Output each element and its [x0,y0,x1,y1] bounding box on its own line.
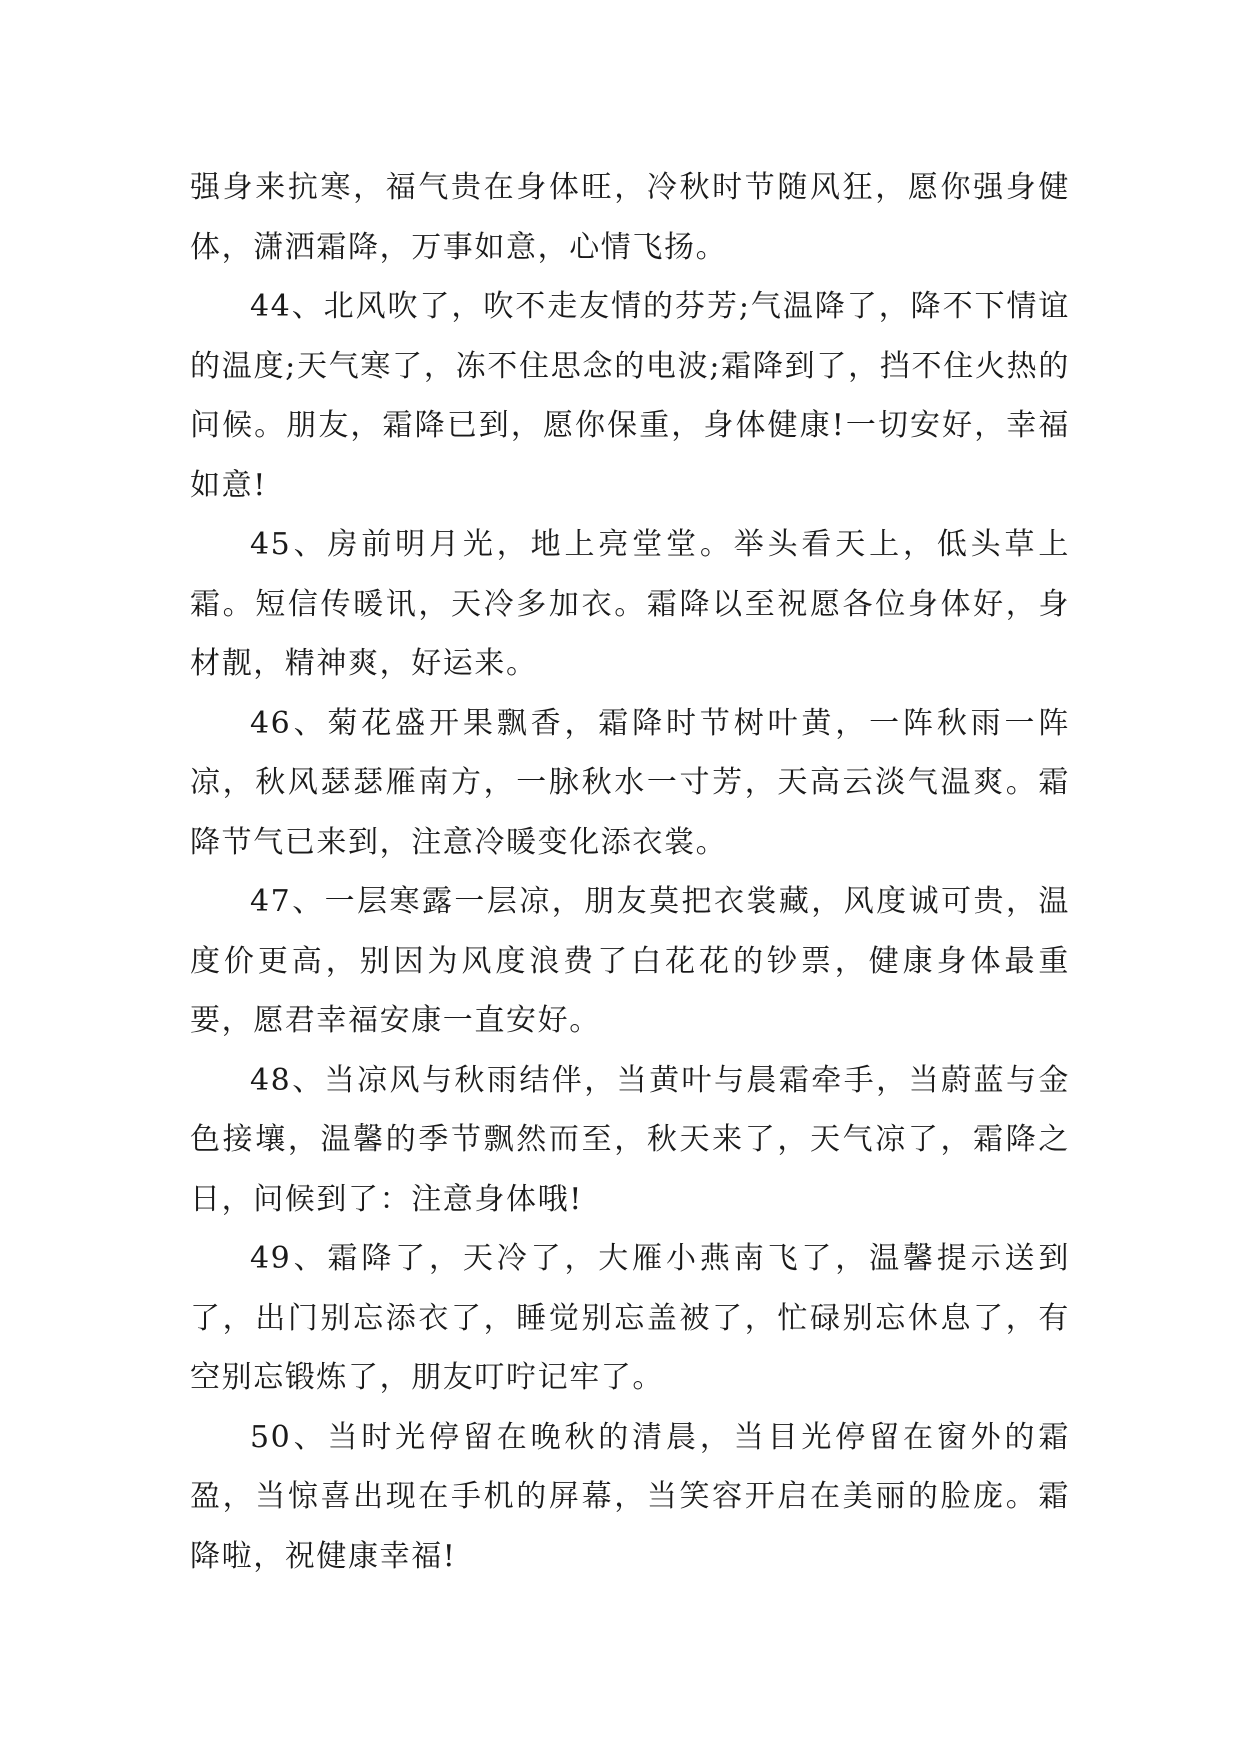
paragraph-49: 49、霜降了，天冷了，大雁小燕南飞了，温馨提示送到了，出门别忘添衣了，睡觉别忘盖被了，忙碌别忘休息了，有空别忘锻炼了，朋友叮咛记牢了。 [190,1241,1070,1395]
paragraph-continuation: 强身来抗寒，福气贵在身体旺，冷秋时节随风狂，愿你强身健体，潇洒霜降，万事如意，心情飞扬。 [190,170,1070,265]
paragraph-47: 47、一层寒露一层凉，朋友莫把衣裳藏，风度诚可贵，温度价更高，别因为风度浪费了白花花的钞票，健康身体最重要，愿君幸福安康一直安好。 [190,884,1070,1038]
document-body [190,158,1070,1586]
paragraph-46: 46、菊花盛开果飘香，霜降时节树叶黄，一阵秋雨一阵凉，秋风瑟瑟雁南方，一脉秋水一寸芳，天高云淡气温爽。霜降节气已来到，注意冷暖变化添衣裳。 [190,705,1070,860]
paragraph-44: 44、北风吹了，吹不走友情的芬芳;气温降了，降不下情谊的温度;天气寒了，冻不住思念的电波;霜降到了，挡不住火热的问候。朋友，霜降已到，愿你保重，身体健康!一切安好，幸福如意! [190,289,1070,503]
paragraph-45: 45、房前明月光，地上亮堂堂。举头看天上，低头草上霜。短信传暖讯，天冷多加衣。霜降以至祝愿各位身体好，身材靓，精神爽，好运来。 [190,527,1070,681]
paragraph-50: 50、当时光停留在晚秋的清晨，当目光停留在窗外的霜盈，当惊喜出现在手机的屏幕，当笑容开启在美丽的脸庞。霜降啦，祝健康幸福! [190,1419,1070,1574]
paragraph-48: 48、当凉风与秋雨结伴，当黄叶与晨霜牵手，当蔚蓝与金色接壤，温馨的季节飘然而至，秋天来了，天气凉了，霜降之日，问候到了：注意身体哦! [190,1062,1070,1217]
